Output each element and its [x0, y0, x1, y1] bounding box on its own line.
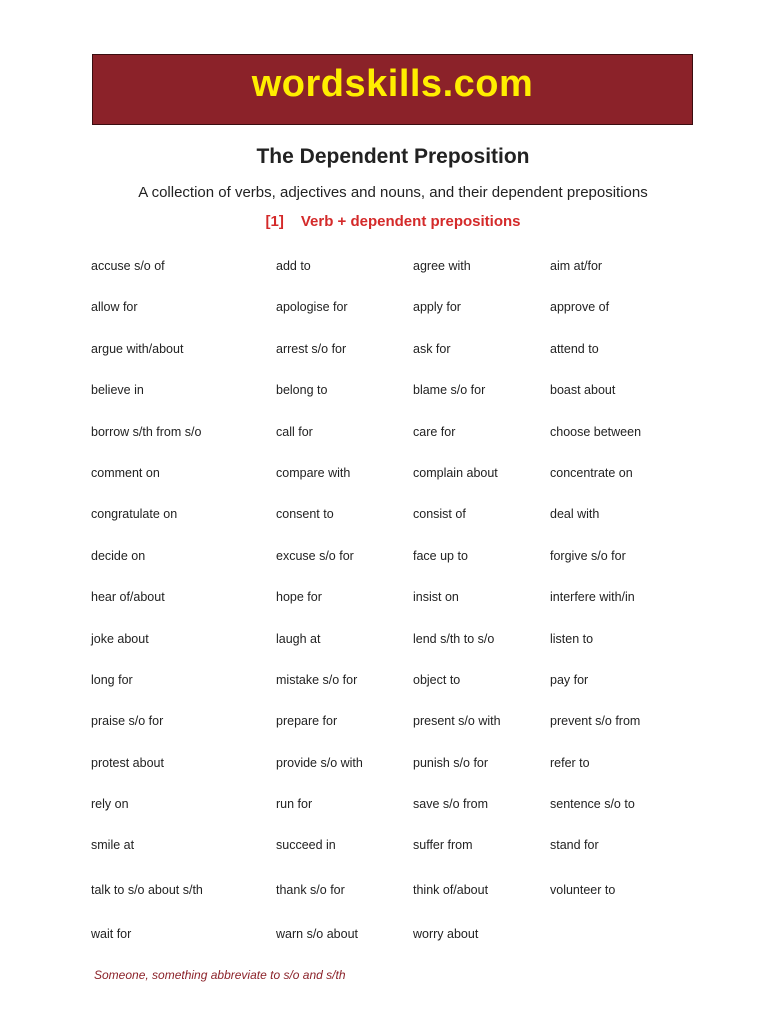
table-row	[91, 797, 711, 838]
phrase-cell: choose between	[550, 424, 642, 439]
phrase-cell: compare with	[276, 465, 351, 480]
section-label: Verb + dependent prepositions	[300, 213, 521, 230]
phrase-cell: sentence s/o to	[550, 797, 635, 812]
section-heading	[0, 213, 768, 230]
site-name: wordskills.com	[251, 63, 534, 105]
phrase-cell: volunteer to	[550, 882, 616, 897]
phrase-cell: argue with/about	[91, 341, 184, 356]
phrase-cell: run for	[276, 797, 313, 812]
phrase-cell: save s/o from	[413, 797, 489, 812]
table-row	[91, 590, 711, 631]
phrase-cell: prepare for	[276, 714, 338, 729]
preposition-table	[91, 259, 711, 972]
phrase-cell: hope for	[276, 590, 322, 605]
footnote: Someone, something abbreviate to s/o and s/th	[94, 968, 346, 982]
phrase-cell: consist of	[413, 507, 466, 522]
phrase-cell: long for	[91, 672, 133, 687]
phrase-cell: care for	[413, 424, 456, 439]
phrase-cell: listen to	[550, 631, 594, 646]
phrase-cell: blame s/o for	[413, 383, 486, 398]
phrase-cell: concentrate on	[550, 465, 633, 480]
phrase-cell: face up to	[413, 548, 468, 563]
table-row	[91, 549, 711, 590]
phrase-cell: joke about	[91, 631, 149, 646]
phrase-cell: hear of/about	[91, 590, 165, 605]
phrase-cell: punish s/o for	[413, 755, 489, 770]
table-row	[91, 756, 711, 797]
table-row	[91, 259, 711, 300]
table-row	[91, 342, 711, 383]
phrase-cell: smile at	[91, 838, 135, 853]
phrase-cell: lend s/th to s/o	[413, 631, 495, 646]
table-row	[91, 383, 711, 424]
phrase-cell: comment on	[91, 465, 160, 480]
phrase-cell: complain about	[413, 465, 498, 480]
phrase-cell: deal with	[550, 507, 600, 522]
phrase-cell: mistake s/o for	[276, 672, 358, 687]
phrase-cell: believe in	[91, 383, 144, 398]
table-row	[91, 927, 711, 972]
table-row	[91, 466, 711, 507]
phrase-cell: refer to	[550, 755, 590, 770]
phrase-cell: boast about	[550, 383, 616, 398]
phrase-cell: ask for	[413, 341, 451, 356]
page-subtitle: A collection of verbs, adjectives and nouns, and their dependent prepositions	[138, 184, 648, 201]
phrase-cell: talk to s/o about s/th	[91, 882, 203, 897]
phrase-cell: provide s/o with	[276, 755, 363, 770]
phrase-cell: thank s/o for	[276, 882, 345, 897]
site-banner	[92, 54, 693, 125]
phrase-cell: stand for	[550, 838, 599, 853]
phrase-cell: approve of	[550, 300, 610, 315]
phrase-cell: laugh at	[276, 631, 321, 646]
phrase-cell: worry about	[413, 927, 479, 942]
phrase-cell: decide on	[91, 548, 146, 563]
table-row	[91, 714, 711, 755]
phrase-cell: present s/o with	[413, 714, 501, 729]
phrase-cell: rely on	[91, 797, 129, 812]
phrase-cell: interfere with/in	[550, 590, 635, 605]
phrase-cell: prevent s/o from	[550, 714, 641, 729]
table-row	[91, 300, 711, 341]
phrase-cell: apply for	[413, 300, 461, 315]
phrase-cell: succeed in	[276, 838, 336, 853]
table-row	[91, 632, 711, 673]
phrase-cell: forgive s/o for	[550, 548, 626, 563]
table-row	[91, 838, 711, 883]
phrase-cell: add to	[276, 259, 311, 273]
phrase-cell: accuse s/o of	[91, 259, 165, 273]
phrase-cell: aim at/for	[550, 259, 603, 273]
table-row	[91, 673, 711, 714]
table-row	[91, 507, 711, 548]
phrase-cell: borrow s/th from s/o	[91, 424, 202, 439]
phrase-cell: excuse s/o for	[276, 548, 354, 563]
phrase-cell: suffer from	[413, 838, 473, 853]
phrase-cell: belong to	[276, 383, 328, 398]
table-row	[91, 883, 711, 928]
section-number: [1]	[265, 213, 284, 230]
phrase-cell: praise s/o for	[91, 714, 164, 729]
phrase-cell: call for	[276, 424, 313, 439]
phrase-cell: wait for	[91, 927, 132, 942]
phrase-cell: allow for	[91, 300, 138, 315]
page-title: The Dependent Preposition	[256, 145, 530, 168]
phrase-cell: congratulate on	[91, 507, 178, 522]
phrase-cell: insist on	[413, 590, 459, 605]
phrase-cell: protest about	[91, 755, 164, 770]
phrase-cell: warn s/o about	[276, 927, 358, 942]
phrase-cell: arrest s/o for	[276, 341, 347, 356]
phrase-cell: object to	[413, 672, 461, 687]
phrase-cell: attend to	[550, 341, 599, 356]
table-row	[91, 425, 711, 466]
phrase-cell: apologise for	[276, 300, 348, 315]
phrase-cell: pay for	[550, 672, 589, 687]
phrase-cell: think of/about	[413, 882, 489, 897]
phrase-cell: consent to	[276, 507, 334, 522]
phrase-cell: agree with	[413, 259, 471, 273]
